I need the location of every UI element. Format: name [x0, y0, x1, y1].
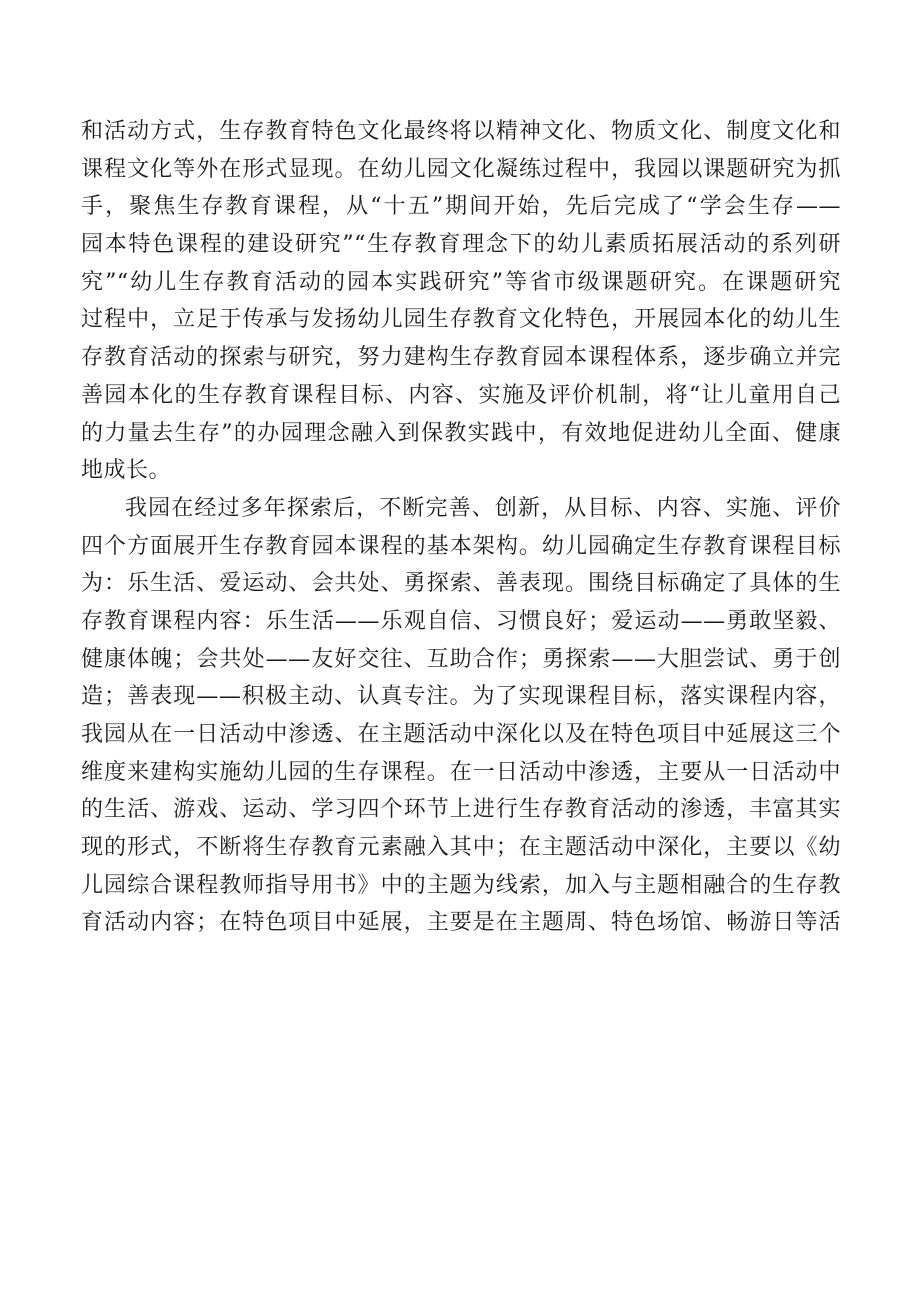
text-line: 育活动内容；在特色项目中延展，主要是在主题周、特色场馆、畅游日等活 [81, 910, 841, 936]
text-line: 究”“幼儿生存教育活动的园本实践研究”等省市级课题研究。在课题研究 [81, 269, 841, 295]
text-line: 和活动方式，生存教育特色文化最终将以精神文化、物质文化、制度文化和 [81, 119, 841, 144]
text-line: 手，聚焦生存教育课程，从“十五”期间开始，先后完成了“学会生存—— [81, 194, 841, 220]
text-line: 的力量去生存”的办园理念融入到保教实践中，有效地促进幼儿全面、健康 [81, 420, 841, 446]
paragraph-1 [81, 113, 841, 490]
text-line: 存教育活动的探索与研究，努力建构生存教育园本课程体系，逐步确立并完 [81, 345, 841, 371]
text-line: 课程文化等外在形式显现。在幼儿园文化凝练过程中，我园以课题研究为抓 [81, 156, 841, 182]
body-text [81, 113, 841, 942]
text-line: 存教育课程内容：乐生活——乐观自信、习惯良好；爱运动——勇敢坚毅、 [81, 608, 841, 634]
text-line: 善园本化的生存教育课程目标、内容、实施及评价机制，将“让儿童用自己 [81, 382, 841, 408]
text-line: 维度来建构实施幼儿园的生存课程。在一日活动中渗透，主要从一日活动中 [81, 759, 841, 785]
text-line: 我园从在一日活动中渗透、在主题活动中深化以及在特色项目中延展这三个 [81, 722, 841, 747]
text-line: 为：乐生活、爱运动、会共处、勇探索、善表现。围绕目标确定了具体的生 [81, 571, 841, 597]
text-line: 的生活、游戏、运动、学习四个环节上进行生存教育活动的渗透，丰富其实 [81, 797, 841, 823]
paragraph-2 [81, 490, 841, 942]
text-line: 四个方面展开生存教育园本课程的基本架构。幼儿园确定生存教育课程目标 [81, 533, 841, 559]
text-line: 造；善表现——积极主动、认真专注。为了实现课程目标，落实课程内容， [81, 684, 841, 710]
text-line: 园本特色课程的建设研究”“生存教育理念下的幼儿素质拓展活动的系列研 [81, 232, 841, 258]
text-line: 儿园综合课程教师指导用书》中的主题为线索，加入与主题相融合的生存教 [81, 872, 841, 898]
text-line: 我园在经过多年探索后，不断完善、创新，从目标、内容、实施、评价 [125, 495, 841, 521]
text-line: 现的形式，不断将生存教育元素融入其中；在主题活动中深化，主要以《幼 [81, 835, 841, 861]
text-line: 地成长。 [81, 458, 172, 484]
text-line: 健康体魄；会共处——友好交往、互助合作；勇探索——大胆尝试、勇于创 [81, 646, 841, 672]
text-line: 过程中，立足于传承与发扬幼儿园生存教育文化特色，开展园本化的幼儿生 [81, 307, 841, 333]
